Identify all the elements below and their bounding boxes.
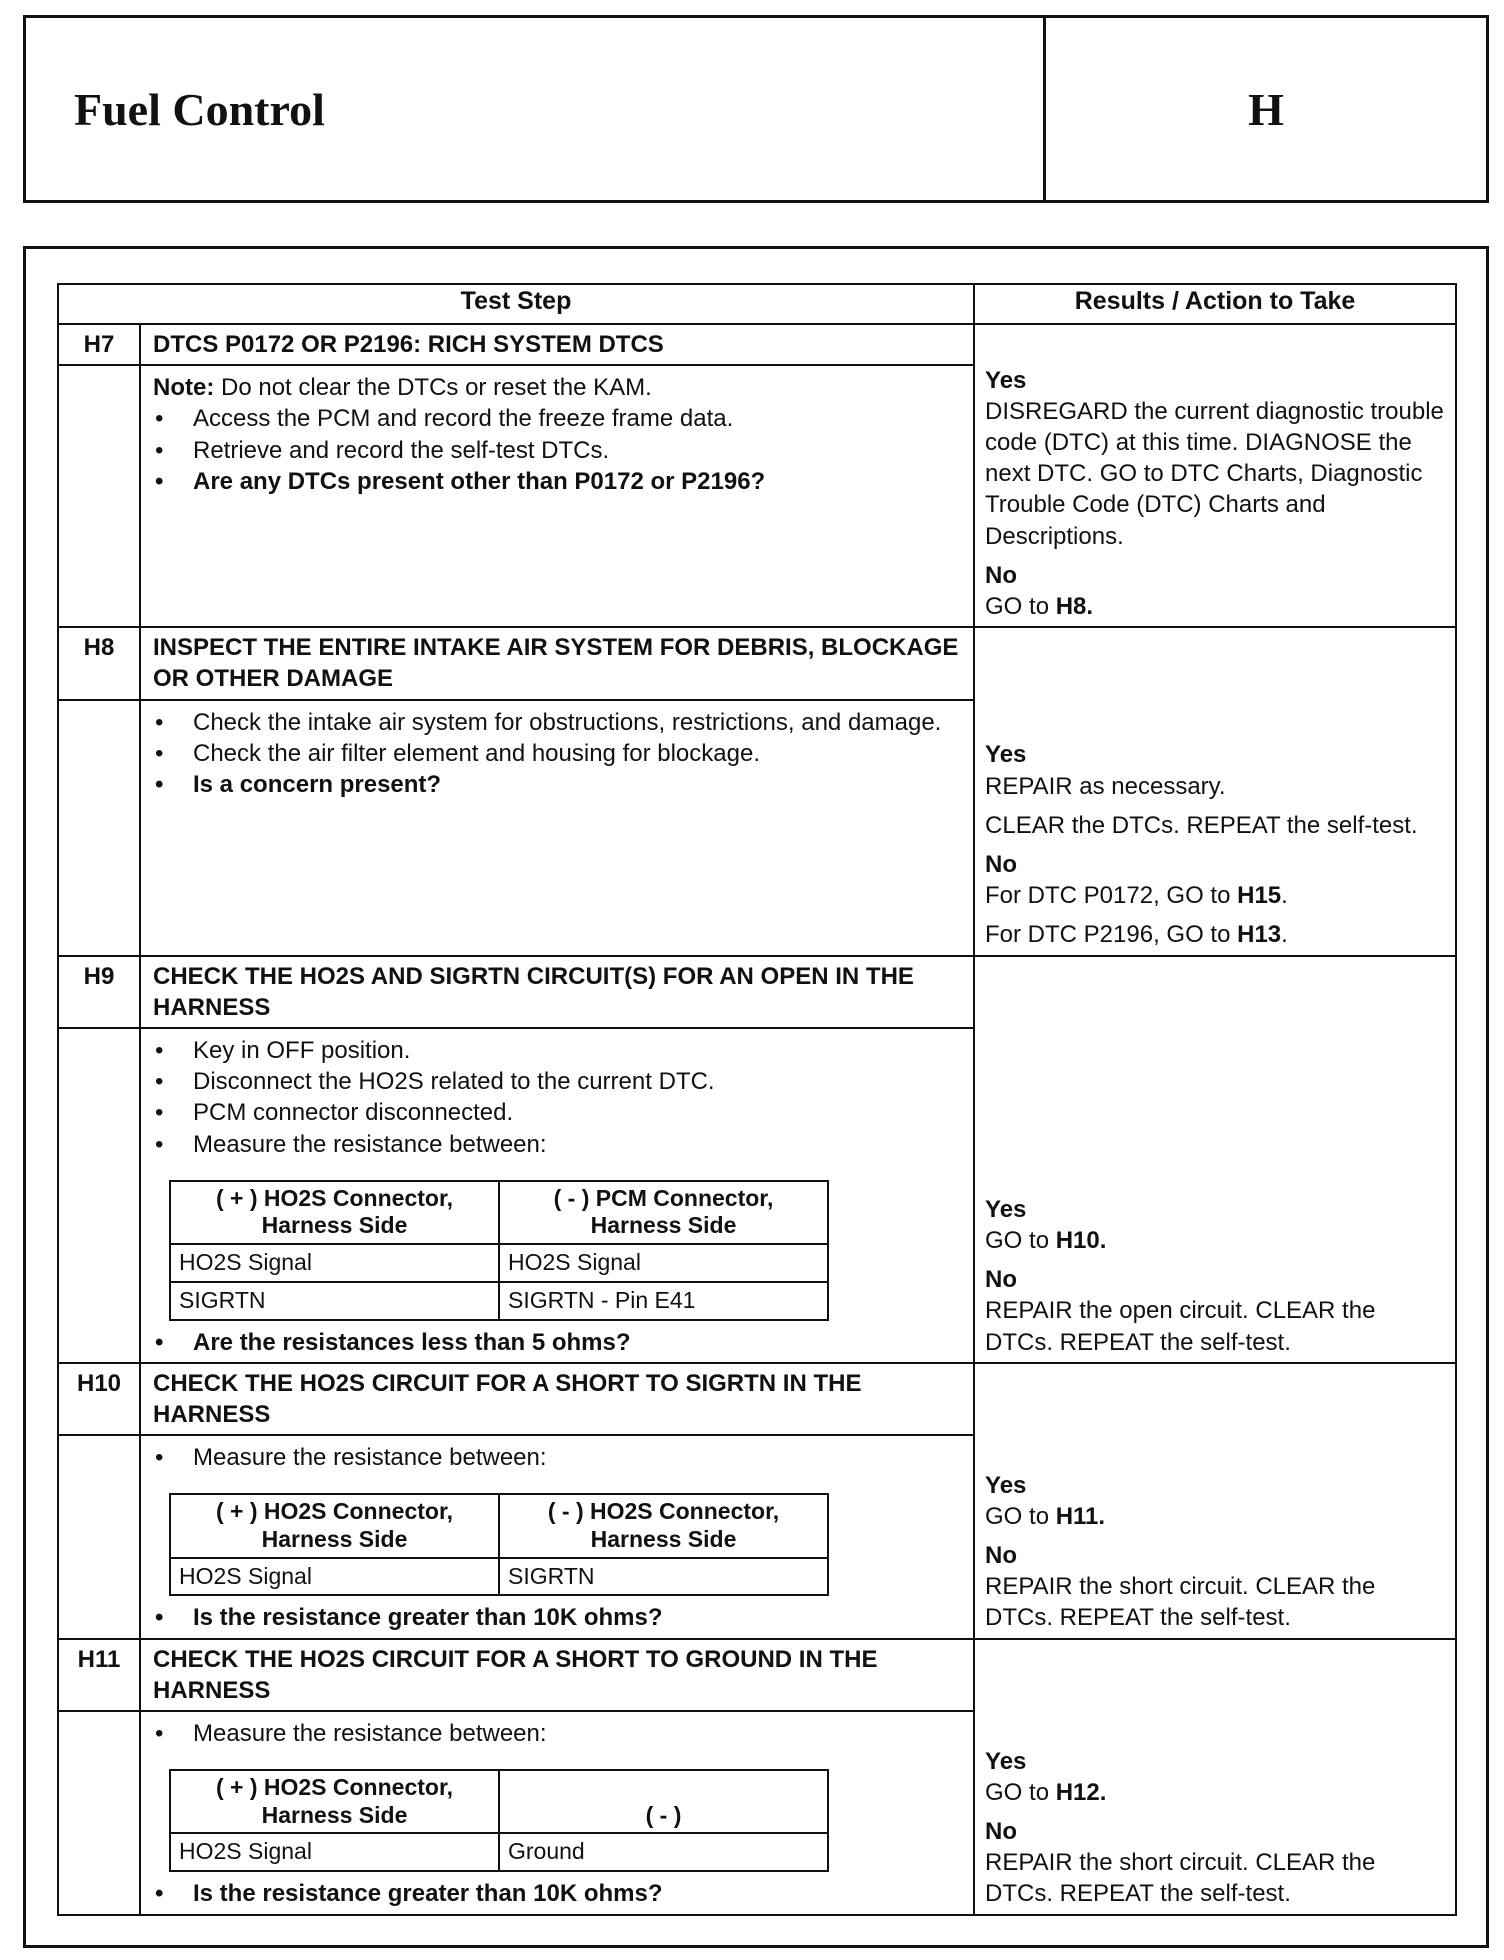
step-h11-heading-row (58, 1639, 1456, 1711)
inner-header: ( + ) HO2S Connector, Harness Side (170, 1181, 499, 1244)
step-question: • Is the resistance greater than 10K ohms? (153, 1602, 959, 1633)
step-heading: DTCS P0172 OR P2196: RICH SYSTEM DTCS (140, 324, 974, 365)
list-item: • Measure the resistance between: (153, 1442, 959, 1473)
inner-header: ( - ) (499, 1770, 828, 1833)
yes-label: Yes (985, 1471, 1027, 1499)
list-item: • Disconnect the HO2S related to the current DTC. (153, 1066, 959, 1097)
resistance-table (169, 1493, 829, 1596)
yes-text: DISREGARD the current diagnostic trouble code (DTC) at this time. DIAGNOSE the next DTC. GO to DTC Charts, Diagnostic Trouble Code (DTC) Charts and Descriptions. (985, 397, 1444, 550)
no-label: No (985, 851, 1018, 878)
no-text: REPAIR the short circuit. CLEAR the DTCs. REPEAT the self-test. (985, 1573, 1376, 1632)
step-result (974, 324, 1456, 627)
step-body (140, 1435, 974, 1638)
no-text-1: For DTC P0172, GO to H15. (985, 882, 1288, 910)
yes-label: Yes (985, 1195, 1027, 1223)
inner-header: ( - ) HO2S Connector, Harness Side (499, 1494, 828, 1557)
table-row: SIGRTN SIGRTN - Pin E41 (170, 1282, 828, 1320)
step-body (140, 1711, 974, 1914)
table-row: HO2S Signal HO2S Signal (170, 1244, 828, 1282)
resistance-table (169, 1769, 829, 1872)
no-label: No (985, 561, 1018, 589)
note: Note: Do not clear the DTCs or reset the KAM. (153, 374, 652, 402)
step-heading: CHECK THE HO2S AND SIGRTN CIRCUIT(S) FOR AN OPEN IN THE HARNESS (140, 956, 974, 1028)
step-id: H8 (58, 627, 140, 699)
step-heading: CHECK THE HO2S CIRCUIT FOR A SHORT TO GROUND IN THE HARNESS (140, 1639, 974, 1711)
list-item: • PCM connector disconnected. (153, 1097, 959, 1128)
test-step-header: Test Step (58, 284, 974, 324)
inner-header: ( + ) HO2S Connector, Harness Side (170, 1494, 499, 1557)
yes-label: Yes (985, 1747, 1027, 1775)
step-h9-heading-row (58, 956, 1456, 1028)
page-title: Fuel Control (26, 18, 1046, 200)
yes-text: GO to H10. (985, 1227, 1107, 1255)
step-result (974, 627, 1456, 955)
table-header-row (58, 284, 1456, 324)
no-text: REPAIR the open circuit. CLEAR the DTCs. REPEAT the self-test. (985, 1297, 1376, 1356)
bullet-list (153, 707, 959, 801)
step-result (974, 1363, 1456, 1639)
no-label: No (985, 1266, 1018, 1294)
table-row: HO2S Signal Ground (170, 1833, 828, 1871)
step-id: H10 (58, 1363, 140, 1435)
yes-label: Yes (985, 366, 1027, 394)
yes-text-2: CLEAR the DTCs. REPEAT the self-test. (985, 811, 1418, 839)
inner-header: ( - ) PCM Connector, Harness Side (499, 1181, 828, 1244)
no-text-2: For DTC P2196, GO to H13. (985, 921, 1288, 949)
list-item: • Key in OFF position. (153, 1035, 959, 1066)
step-h7-heading-row (58, 324, 1456, 365)
bullet-list (153, 1718, 959, 1749)
yes-text: REPAIR as necessary. (985, 772, 1226, 800)
step-body (140, 1028, 974, 1363)
section-letter: H (1248, 83, 1284, 135)
resistance-table (169, 1180, 829, 1321)
step-body (140, 365, 974, 627)
list-item: • Check the air filter element and housing for blockage. (153, 738, 959, 769)
step-result (974, 956, 1456, 1363)
yes-text: GO to H12. (985, 1778, 1107, 1806)
table-row: HO2S Signal SIGRTN (170, 1558, 828, 1596)
step-id: H11 (58, 1639, 140, 1711)
step-id: H7 (58, 324, 140, 365)
step-heading: CHECK THE HO2S CIRCUIT FOR A SHORT TO SIGRTN IN THE HARNESS (140, 1363, 974, 1435)
results-header: Results / Action to Take (974, 284, 1456, 324)
step-body (140, 700, 974, 956)
step-id: H9 (58, 956, 140, 1028)
no-label: No (985, 1817, 1018, 1845)
list-item: • Access the PCM and record the freeze frame data. (153, 403, 959, 434)
list-item: • Measure the resistance between: (153, 1129, 959, 1160)
inner-header: ( + ) HO2S Connector, Harness Side (170, 1770, 499, 1833)
page-header (23, 15, 1489, 203)
yes-text: GO to H11. (985, 1502, 1106, 1530)
no-text: REPAIR the short circuit. CLEAR the DTCs. REPEAT the self-test. (985, 1849, 1376, 1908)
no-label: No (985, 1542, 1018, 1570)
step-question: • Are the resistances less than 5 ohms? (153, 1327, 959, 1358)
list-item: • Check the intake air system for obstructions, restrictions, and damage. (153, 707, 959, 738)
step-h8-heading-row (58, 627, 1456, 699)
step-heading: INSPECT THE ENTIRE INTAKE AIR SYSTEM FOR DEBRIS, BLOCKAGE OR OTHER DAMAGE (140, 627, 974, 699)
list-item: • Retrieve and record the self-test DTCs. (153, 435, 959, 466)
step-result (974, 1639, 1456, 1915)
diagnostic-table (57, 283, 1457, 1916)
step-h10-heading-row (58, 1363, 1456, 1435)
list-item: • Measure the resistance between: (153, 1718, 959, 1749)
bullet-list (153, 1035, 959, 1160)
yes-label: Yes (985, 741, 1027, 769)
step-question: • Is the resistance greater than 10K ohms? (153, 1878, 959, 1909)
bullet-list (153, 403, 959, 497)
step-question: • Is a concern present? (153, 769, 959, 800)
bullet-list (153, 1442, 959, 1473)
no-text: GO to H8. (985, 593, 1094, 620)
step-question: • Are any DTCs present other than P0172 or P2196? (153, 466, 959, 497)
